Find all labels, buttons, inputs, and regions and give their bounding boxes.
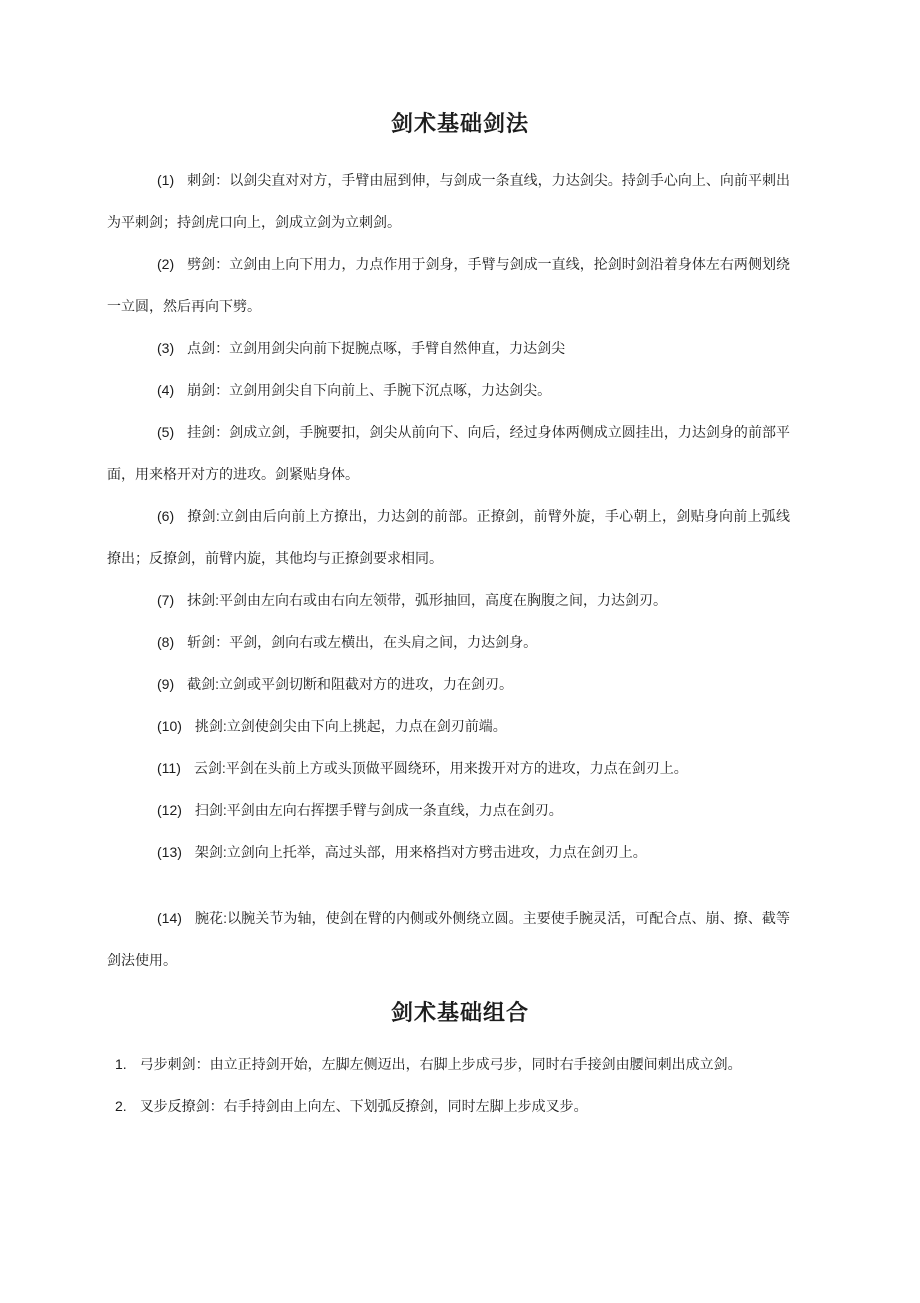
combo-item bbox=[107, 1043, 790, 1085]
item-number: (12) bbox=[157, 802, 182, 818]
technique-item bbox=[107, 621, 790, 663]
item-number: (8) bbox=[157, 634, 175, 650]
technique-item bbox=[107, 495, 790, 579]
item-text: 斩剑：平剑，剑向右或左横出，在头肩之间，力达剑身。 bbox=[187, 634, 538, 650]
item-number: 2. bbox=[115, 1098, 127, 1114]
technique-item bbox=[107, 663, 790, 705]
item-text: 叉步反撩剑：右手持剑由上向左、下划弧反撩剑，同时左脚上步成叉步。 bbox=[139, 1098, 588, 1114]
item-number: (10) bbox=[157, 718, 182, 734]
technique-item bbox=[107, 579, 790, 621]
technique-item bbox=[107, 327, 790, 369]
item-number: (4) bbox=[157, 382, 175, 398]
item-text: 撩剑:立剑由后向前上方撩出，力达剑的前部。正撩剑，前臂外旋，手心朝上，剑贴身向前上弧线撩出；反撩剑，前臂内旋，其他均与正撩剑要求相同。 bbox=[107, 508, 790, 566]
item-number: (7) bbox=[157, 592, 175, 608]
technique-item bbox=[107, 369, 790, 411]
item-number: (6) bbox=[157, 508, 175, 524]
item-number: 1. bbox=[115, 1056, 127, 1072]
technique-item bbox=[107, 159, 790, 243]
technique-item bbox=[107, 831, 790, 873]
item-number: (13) bbox=[157, 844, 182, 860]
item-text: 抹剑:平剑由左向右或由右向左领带，弧形抽回，高度在胸腹之间，力达剑刃。 bbox=[187, 592, 668, 608]
combo-item bbox=[107, 1085, 790, 1127]
item-number: (14) bbox=[157, 910, 182, 926]
item-text: 云剑:平剑在头前上方或头顶做平圆绕环，用来拨开对方的进攻，力点在剑刃上。 bbox=[193, 760, 688, 776]
item-text: 点剑：立剑用剑尖向前下捉腕点啄，手臂自然伸直，力达剑尖 bbox=[187, 340, 566, 356]
item-text: 劈剑：立剑由上向下用力，力点作用于剑身，手臂与剑成一直线，抡剑时剑沿着身体左右两侧划绕一立圆，然后再向下劈。 bbox=[107, 256, 790, 314]
technique-item bbox=[107, 243, 790, 327]
technique-item bbox=[107, 747, 790, 789]
item-number: (1) bbox=[157, 172, 175, 188]
item-number: (9) bbox=[157, 676, 175, 692]
section-title-basic-combos: 剑术基础组合 bbox=[390, 1000, 529, 1025]
item-number: (11) bbox=[157, 760, 181, 776]
technique-item bbox=[107, 897, 790, 981]
item-number: (5) bbox=[157, 424, 175, 440]
item-text: 挂剑：剑成立剑，手腕要扣，剑尖从前向下、向后，经过身体两侧成立圆挂出，力达剑身的前部平面，用来格开对方的进攻。剑紧贴身体。 bbox=[107, 424, 790, 482]
item-text: 弓步刺剑：由立正持剑开始，左脚左侧迈出，右脚上步成弓步，同时右手接剑由腰间刺出成立剑。 bbox=[139, 1056, 742, 1072]
item-text: 截剑:立剑或平剑切断和阻截对方的进攻，力在剑刃。 bbox=[187, 676, 514, 692]
item-number: (2) bbox=[157, 256, 175, 272]
item-text: 刺剑：以剑尖直对对方，手臂由屈到伸，与剑成一条直线，力达剑尖。持剑手心向上、向前平刺出为平刺剑；持剑虎口向上，剑成立剑为立刺剑。 bbox=[107, 172, 790, 230]
item-text: 崩剑：立剑用剑尖自下向前上、手腕下沉点啄，力达剑尖。 bbox=[187, 382, 552, 398]
technique-item bbox=[107, 705, 790, 747]
item-text: 扫剑:平剑由左向右挥摆手臂与剑成一条直线，力点在剑刃。 bbox=[194, 802, 563, 818]
technique-item bbox=[107, 789, 790, 831]
item-text: 架剑:立剑向上托举，高过头部，用来格挡对方劈击进攻，力点在剑刃上。 bbox=[194, 844, 647, 860]
item-text: 腕花:以腕关节为轴，使剑在臂的内侧或外侧绕立圆。主要使手腕灵活，可配合点、崩、撩、截等剑法使用。 bbox=[107, 910, 790, 968]
section-title-basic-techniques: 剑术基础剑法 bbox=[390, 111, 529, 136]
item-text: 挑剑:立剑使剑尖由下向上挑起，力点在剑刃前端。 bbox=[194, 718, 507, 734]
item-number: (3) bbox=[157, 340, 175, 356]
technique-item bbox=[107, 411, 790, 495]
